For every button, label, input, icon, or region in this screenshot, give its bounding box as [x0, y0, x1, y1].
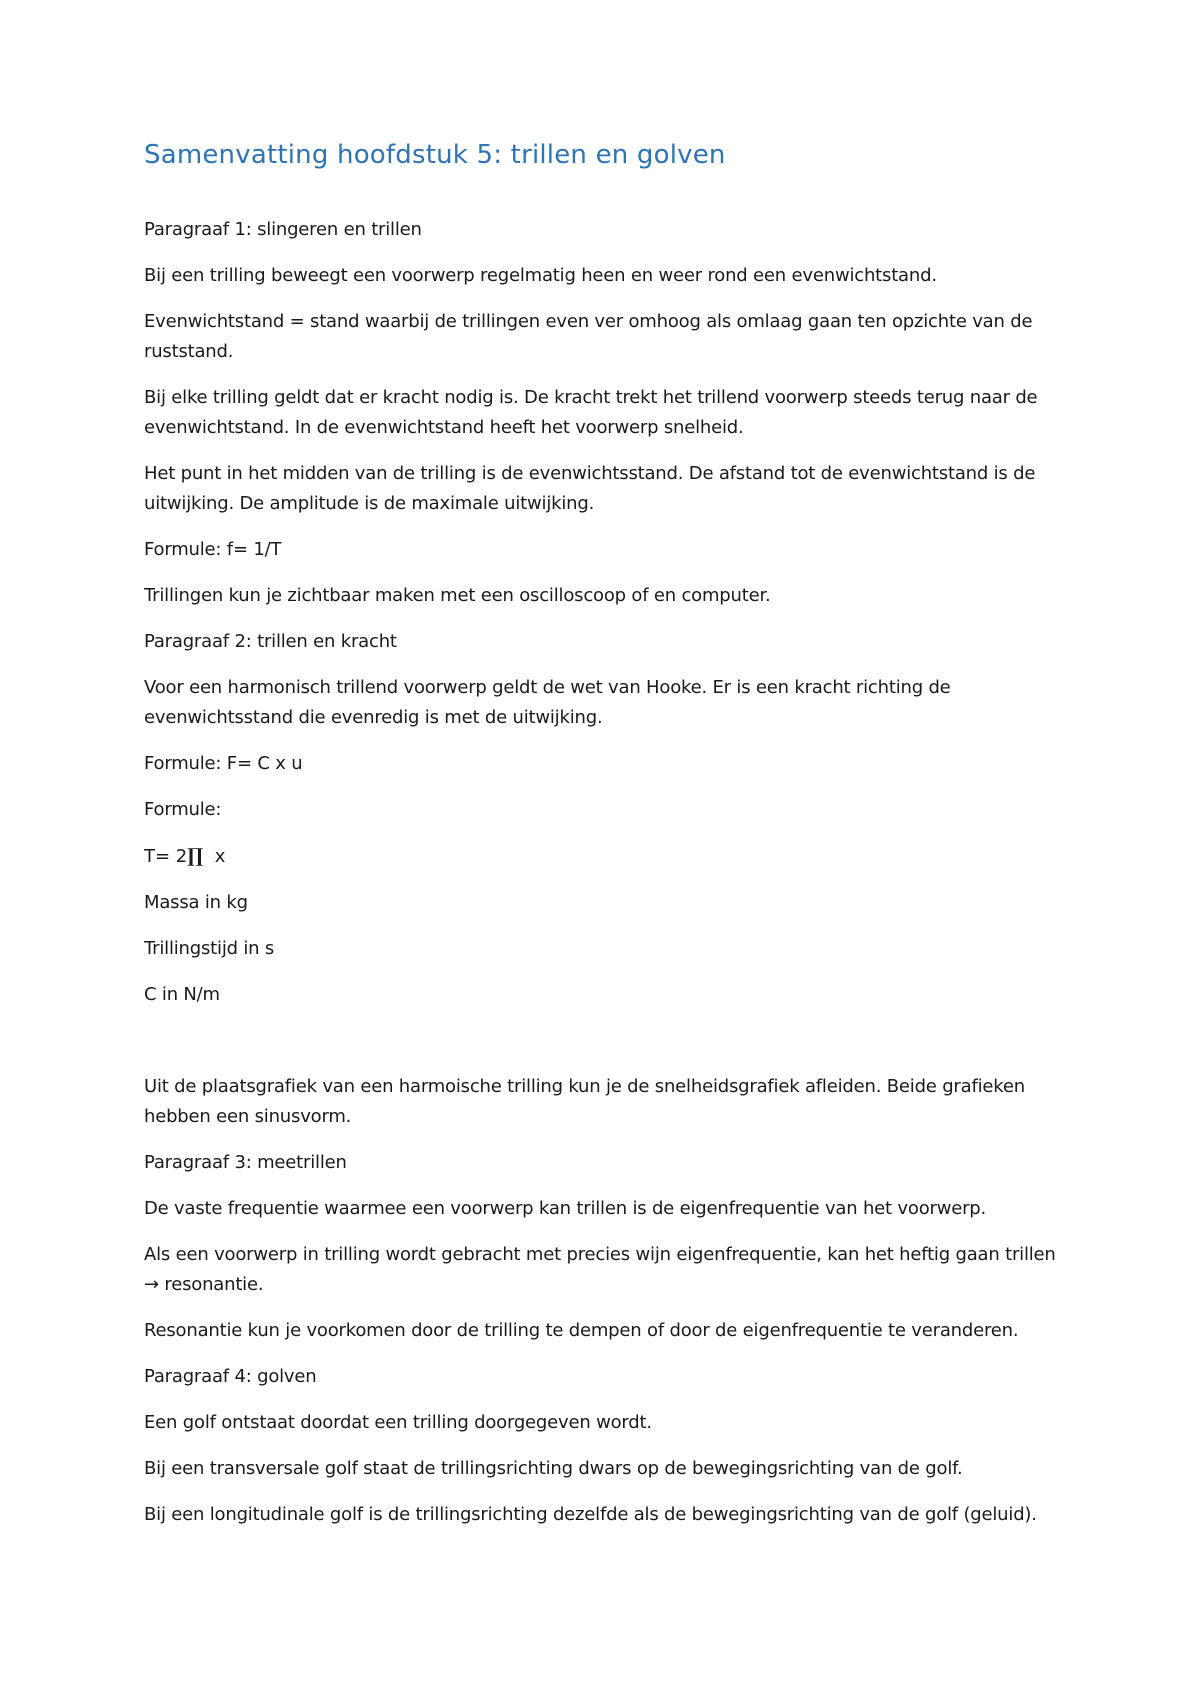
- heading-paragraaf-3: Paragraaf 3: meetrillen: [144, 1152, 347, 1174]
- body-paragraph: Resonantie kun je voorkomen door de trilling te dempen of door de eigenfrequentie te veranderen.: [144, 1320, 1019, 1342]
- body-paragraph: Trillingen kun je zichtbaar maken met een oscilloscoop of en computer.: [144, 585, 771, 607]
- body-paragraph: Evenwichtstand = stand waarbij de trillingen even ver omhoog als omlaag gaan ten opzichte van de ruststand.: [144, 311, 1033, 363]
- unit-line-period: Trillingstijd in s: [144, 938, 275, 960]
- body-paragraph: Een golf ontstaat doordat een trilling doorgegeven wordt.: [144, 1412, 652, 1434]
- formula-frequency: Formule: f= 1/T: [144, 539, 282, 561]
- body-paragraph: Uit de plaatsgrafiek van een harmoische trilling kun je de snelheidsgrafiek afleiden. Beide grafieken hebben een sinusvorm.: [144, 1076, 1025, 1128]
- empty-line: [144, 1026, 1074, 1056]
- document-title: Samenvatting hoofdstuk 5: trillen en golven: [144, 140, 726, 170]
- body-paragraph: Bij elke trilling geldt dat er kracht nodig is. De kracht trekt het trillend voorwerp steeds terug naar de evenwichtstand. In de evenwichtstand heeft het voorwerp snelheid.: [144, 387, 1038, 439]
- body-paragraph: Het punt in het midden van de trilling is de evenwichtsstand. De afstand tot de evenwichtstand is de uitwijking. De amplitude is de maximale uitwijking.: [144, 463, 1036, 515]
- body-paragraph: Bij een transversale golf staat de trillingsrichting dwars op de bewegingsrichting van de golf.: [144, 1458, 963, 1480]
- heading-paragraaf-1: Paragraaf 1: slingeren en trillen: [144, 219, 422, 241]
- body-paragraph: Bij een longitudinale golf is de trillingsrichting dezelfde als de bewegingsrichting van de golf (geluid).: [144, 1504, 1037, 1526]
- unit-line-mass: Massa in kg: [144, 892, 248, 914]
- heading-paragraaf-2: Paragraaf 2: trillen en kracht: [144, 631, 397, 653]
- body-paragraph: Voor een harmonisch trillend voorwerp geldt de wet van Hooke. Er is een kracht richting de evenwichtsstand die evenredig is met de uitwijking.: [144, 677, 951, 729]
- formula-period: [144, 841, 1074, 872]
- body-paragraph: De vaste frequentie waarmee een voorwerp kan trillen is de eigenfrequentie van het voorwerp.: [144, 1198, 987, 1220]
- body-paragraph: Bij een trilling beweegt een voorwerp regelmatig heen en weer rond een evenwichtstand.: [144, 265, 937, 287]
- unit-line-spring-constant: C in N/m: [144, 984, 220, 1006]
- body-paragraph: Als een voorwerp in trilling wordt gebracht met precies wijn eigenfrequentie, kan het heftig gaan trillen → resonantie.: [144, 1244, 1056, 1296]
- formula-period-prefix: T= 2: [144, 846, 188, 868]
- heading-paragraaf-4: Paragraaf 4: golven: [144, 1366, 317, 1388]
- document-body: [144, 140, 1074, 1546]
- formula-label: Formule:: [144, 799, 222, 821]
- formula-period-suffix: x: [203, 846, 226, 868]
- formula-hooke: Formule: F= C x u: [144, 753, 303, 775]
- pi-symbol: ∏: [187, 845, 204, 868]
